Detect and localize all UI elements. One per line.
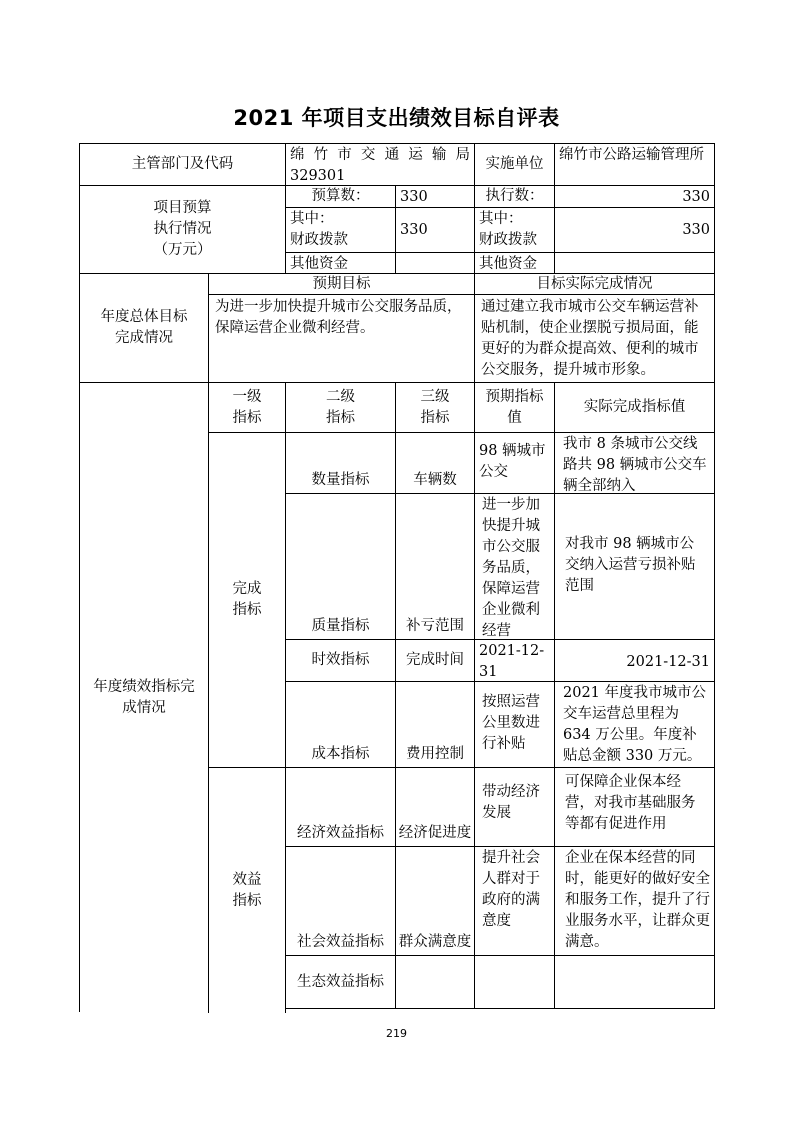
page-number: 219 <box>386 1027 407 1040</box>
col-header-level1-a: 一级 <box>232 388 262 405</box>
dept-name: 绵竹市交通运输局 <box>290 147 470 163</box>
col-header-expected-a: 预期指标 <box>485 388 544 405</box>
ecological-expected <box>474 955 555 1009</box>
cost-actual: 2021 年度我市城市公交车运营总里程为 634 万公里。年度补贴总金额 330 万元。 <box>554 681 715 768</box>
quantity-expected: 98 辆城市公交 <box>474 432 555 494</box>
cost-level2: 成本指标 <box>285 681 396 768</box>
annual-goal-label <box>79 273 209 383</box>
economic-expected: 带动经济发展 <box>474 767 555 847</box>
annual-goal-label-2: 完成情况 <box>115 330 173 346</box>
col-header-expected <box>474 382 555 433</box>
dept-value <box>285 143 475 186</box>
quality-level2: 质量指标 <box>285 493 396 640</box>
col-header-expected-b: 值 <box>507 409 522 426</box>
timeliness-actual: 2021-12-31 <box>554 639 715 682</box>
actual-goal-text: 通过建立我市城市公交车辆运营补贴机制，使企业摆脱亏损局面，能更好的为群众提高效、便利的城市公交服务，提升城市形象。 <box>474 294 715 383</box>
col-header-level2 <box>285 382 396 433</box>
social-expected: 提升社会人群对于政府的满意度 <box>474 846 555 956</box>
dept-label: 主管部门及代码 <box>79 143 286 186</box>
quantity-actual: 我市 8 条城市公交线路共 98 辆城市公交车辆全部纳入 <box>554 432 715 494</box>
exec-count-label: 执行数： <box>474 185 555 208</box>
col-header-level3 <box>395 382 475 433</box>
ecological-actual <box>554 955 715 1009</box>
completion-group-label <box>208 432 286 768</box>
benefit-label-a: 效益 <box>232 871 262 888</box>
col-header-level1-b: 指标 <box>232 409 262 426</box>
economic-level3: 经济促进度 <box>395 767 475 847</box>
completion-label-b: 指标 <box>232 602 262 618</box>
fiscal-exec-value: 330 <box>554 207 715 253</box>
fiscal-budget-value: 330 <box>395 207 475 253</box>
impl-value: 绵竹市公路运输管理所 <box>554 143 715 186</box>
budget-count-value: 330 <box>395 185 475 208</box>
indicators-label-2: 成情况 <box>122 699 166 716</box>
cost-level3: 费用控制 <box>395 681 475 768</box>
indicators-label <box>79 382 209 1012</box>
fiscal-exec-label <box>474 207 555 253</box>
exec-count-value: 330 <box>554 185 715 208</box>
col-header-level2-b: 指标 <box>326 409 355 426</box>
expected-goal-text: 为进一步加快提升城市公交服务品质，保障运营企业微利经营。 <box>208 294 475 383</box>
timeliness-expected: 2021-12-31 <box>474 639 555 682</box>
col-header-actual: 实际完成指标值 <box>554 382 715 433</box>
ecological-level3 <box>395 955 475 1009</box>
other-funds-exec-label: 其他资金 <box>474 252 555 274</box>
completion-label-a: 完成 <box>232 581 262 597</box>
other-funds-label: 其他资金 <box>285 252 396 274</box>
annual-goal-label-1: 年度总体目标 <box>100 309 188 325</box>
impl-label: 实施单位 <box>474 143 555 186</box>
quality-level3: 补亏范围 <box>395 493 475 640</box>
ecological-level2: 生态效益指标 <box>285 955 396 1009</box>
other-funds-exec-value <box>554 252 715 274</box>
quantity-level3: 车辆数 <box>395 432 475 494</box>
col-header-level2-a: 二级 <box>326 388 355 405</box>
col-header-level1 <box>208 382 286 433</box>
social-actual: 企业在保本经营的同时，能更好的做好安全和服务工作，提升了行业服务水平，让群众更满意。 <box>554 846 715 956</box>
indicators-label-1: 年度绩效指标完 <box>93 678 195 695</box>
page-title: 2021 年项目支出绩效目标自评表 <box>233 106 560 130</box>
economic-actual: 可保障企业保本经营，对我市基础服务等都有促进作用 <box>554 767 715 847</box>
budget-label-3: （万元） <box>153 242 212 258</box>
dept-code: 329301 <box>290 168 346 184</box>
expected-goal-header: 预期目标 <box>208 273 475 295</box>
quality-actual: 对我市 98 辆城市公交纳入运营亏损补贴范围 <box>554 493 715 640</box>
fiscal-exec-label-1: 其中： <box>479 211 523 227</box>
actual-goal-header: 目标实际完成情况 <box>474 273 715 295</box>
timeliness-level2: 时效指标 <box>285 639 396 682</box>
economic-level2: 经济效益指标 <box>285 767 396 847</box>
fiscal-label-2: 财政拨款 <box>290 232 348 248</box>
budget-label-1: 项目预算 <box>153 200 212 216</box>
benefit-label-b: 指标 <box>232 892 262 909</box>
social-level2: 社会效益指标 <box>285 846 396 956</box>
quality-expected: 进一步加快提升城市公交服务品质，保障运营企业微利经营 <box>474 493 555 640</box>
quantity-level2: 数量指标 <box>285 432 396 494</box>
social-level3: 群众满意度 <box>395 846 475 956</box>
fiscal-label-1: 其中： <box>290 211 334 227</box>
budget-label <box>79 185 286 274</box>
budget-count-label: 预算数： <box>285 185 396 208</box>
col-header-level3-a: 三级 <box>420 388 450 405</box>
budget-label-2: 执行情况 <box>153 221 212 237</box>
timeliness-level3: 完成时间 <box>395 639 475 682</box>
benefit-group-label <box>208 767 286 1013</box>
fiscal-exec-label-2: 财政拨款 <box>479 232 537 248</box>
other-funds-budget-value <box>395 252 475 274</box>
fiscal-label <box>285 207 396 253</box>
col-header-level3-b: 指标 <box>420 409 450 426</box>
cost-expected: 按照运营公里数进行补贴 <box>474 681 555 768</box>
